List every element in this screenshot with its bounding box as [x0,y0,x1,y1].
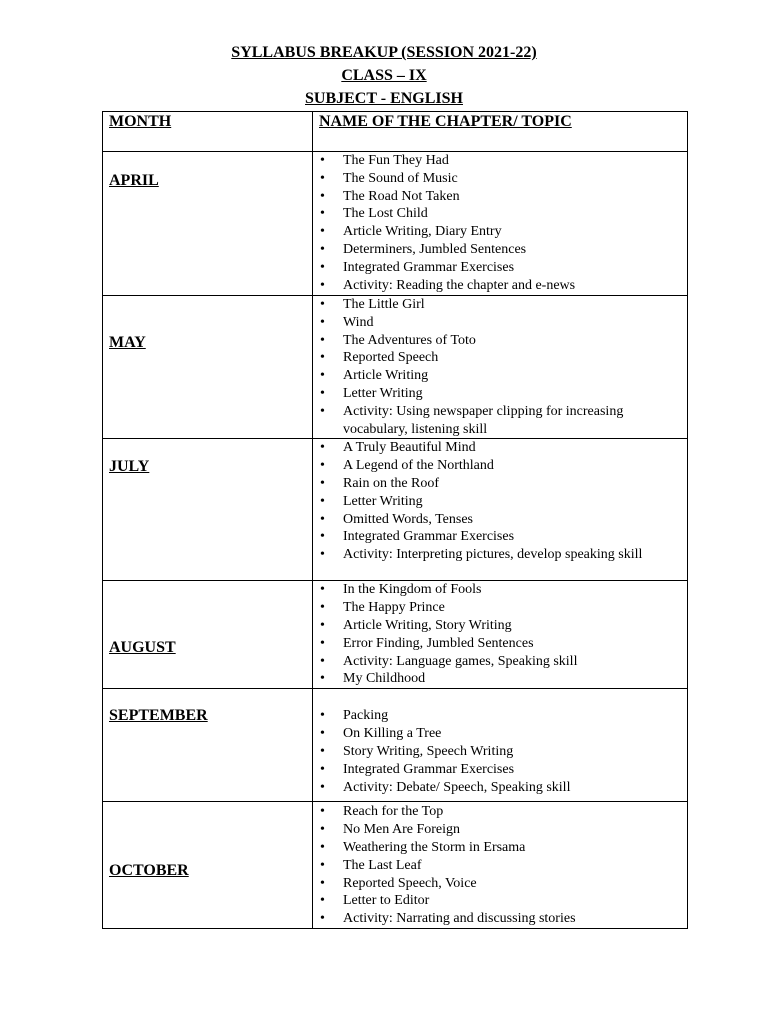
topic-item: • Wind [343,314,687,332]
month-cell [103,439,313,581]
month-column-header: MONTH [103,112,313,152]
topic-item: • Story Writing, Speech Writing [343,743,687,761]
topics-cell [313,802,688,929]
topic-item: • No Men Are Foreign [343,821,687,839]
topic-item: • Article Writing, Diary Entry [343,223,687,241]
topic-item: • Error Finding, Jumbled Sentences [343,635,687,653]
topic-item: • The Last Leaf [343,857,687,875]
class-heading: CLASS – IX [341,67,427,84]
topic-item: • The Adventures of Toto [343,332,687,350]
topic-item: • The Happy Prince [343,599,687,617]
topic-list [313,581,687,688]
topic-item: • The Road Not Taken [343,188,687,206]
month-label: APRIL [109,172,159,189]
topic-item: • The Sound of Music [343,170,687,188]
topic-item: • On Killing a Tree [343,725,687,743]
table-row [103,689,688,802]
table-row [103,802,688,929]
topic-item: • Reach for the Top [343,803,687,821]
topic-item: • My Childhood [343,670,687,688]
topic-item: • The Lost Child [343,205,687,223]
topic-item: • A Legend of the Northland [343,457,687,475]
topic-item: • Letter Writing [343,385,687,403]
topic-item: • In the Kingdom of Fools [343,581,687,599]
topic-list [313,689,687,796]
month-label: AUGUST [109,639,176,657]
topic-item: • Integrated Grammar Exercises [343,528,687,546]
syllabus-table [102,111,688,929]
month-cell [103,689,313,802]
month-cell [103,296,313,439]
topic-item: • Integrated Grammar Exercises [343,259,687,277]
month-label: SEPTEMBER [109,707,208,725]
topic-item: • Determiners, Jumbled Sentences [343,241,687,259]
document-title: SYLLABUS BREAKUP (SESSION 2021-22) [231,44,537,61]
topic-item: • Letter Writing [343,493,687,511]
topic-item: • Omitted Words, Tenses [343,511,687,529]
month-cell [103,802,313,929]
topics-cell [313,581,688,689]
topic-list [313,802,687,928]
topic-item: • Article Writing, Story Writing [343,617,687,635]
topics-cell [313,439,688,581]
table-row [103,296,688,439]
topics-cell [313,152,688,296]
month-label: MAY [109,334,146,351]
topic-item: • The Fun They Had [343,152,687,170]
table-row [103,152,688,296]
topic-list [313,296,687,438]
month-label: OCTOBER [109,862,189,880]
topic-item: • Activity: Language games, Speaking skill [343,653,687,671]
month-cell [103,152,313,296]
topic-item: • Letter to Editor [343,892,687,910]
topic-item: • Weathering the Storm in Ersama [343,839,687,857]
table-row [103,581,688,689]
month-cell [103,581,313,689]
topic-item: • Rain on the Roof [343,475,687,493]
month-label: JULY [109,458,150,476]
topic-item: • Packing [343,707,687,725]
topic-list [313,152,687,294]
table-row [103,439,688,581]
table-header-row [103,112,688,152]
topic-item: • Activity: Debate/ Speech, Speaking skill [343,779,687,797]
topic-item: • Activity: Interpreting pictures, develop speaking skill [343,546,687,564]
subject-heading: SUBJECT - ENGLISH [305,90,463,107]
topic-item: • A Truly Beautiful Mind [343,439,687,457]
topic-item: • Activity: Using newspaper clipping for increasing vocabulary, listening skill [343,403,687,439]
topic-item: • The Little Girl [343,296,687,314]
topics-cell [313,296,688,439]
topic-item: • Integrated Grammar Exercises [343,761,687,779]
topic-item: • Activity: Narrating and discussing stories [343,910,687,928]
topic-column-header: NAME OF THE CHAPTER/ TOPIC [313,112,688,152]
topics-cell [313,689,688,802]
topic-item: • Article Writing [343,367,687,385]
topic-list [313,439,687,564]
topic-item: • Reported Speech, Voice [343,875,687,893]
topic-item: • Activity: Reading the chapter and e-news [343,277,687,295]
topic-item: • Reported Speech [343,349,687,367]
